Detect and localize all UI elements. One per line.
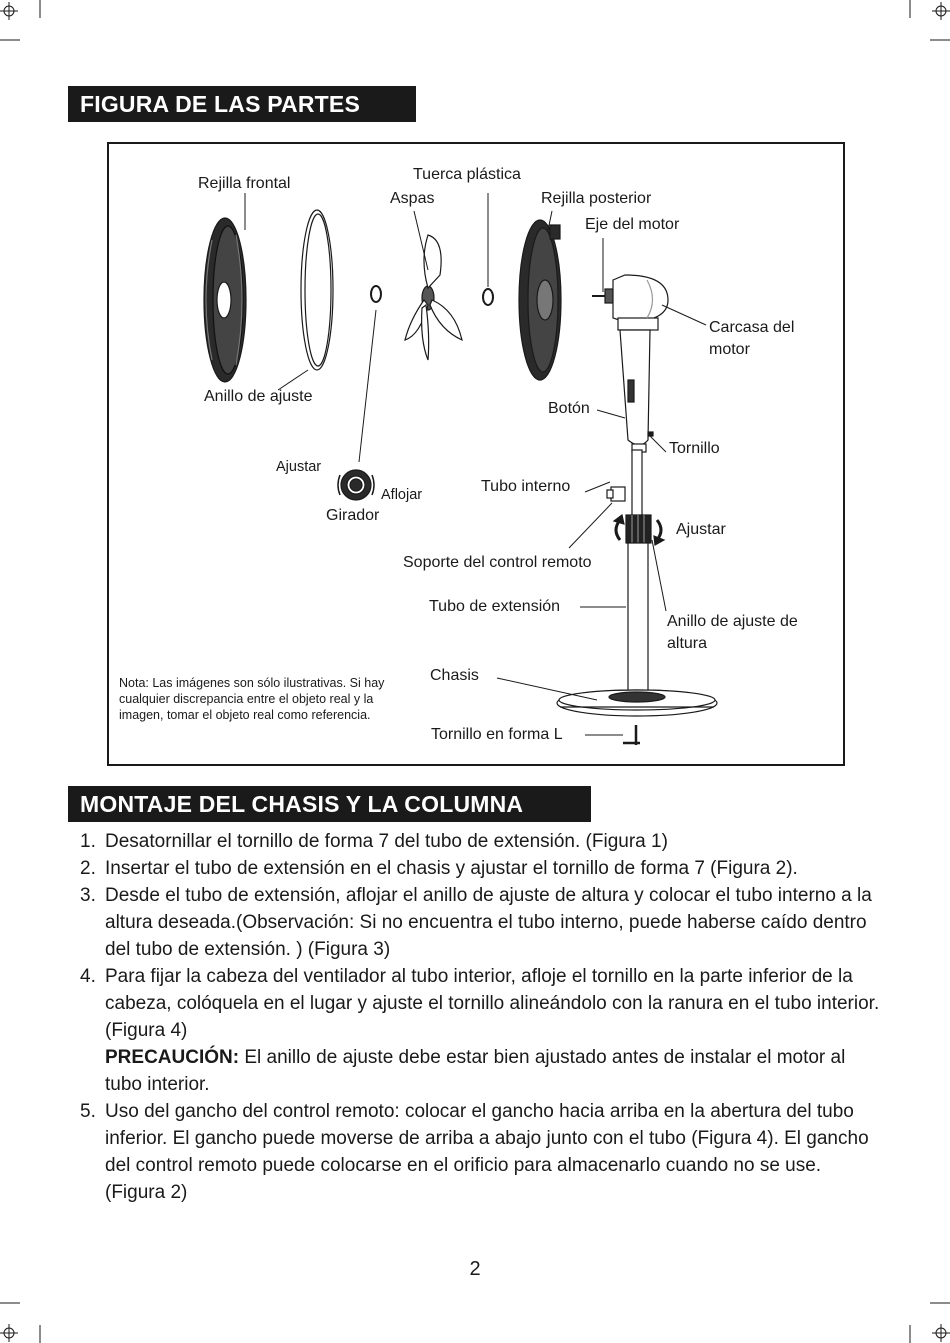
step-text: Desde el tubo de extensión, aflojar el anillo de ajuste de altura y colocar el tubo interno a la altura deseada.(Observación: Si no encuentra el tubo interno, puede haberse caído dentro del tubo de extensión. ) (Figura 3) <box>105 885 872 960</box>
list-item <box>80 828 880 855</box>
blades-drawing <box>405 235 462 360</box>
parts-section-title: FIGURA DE LAS PARTES <box>68 86 416 122</box>
label-motor-shaft: Eje del motor <box>585 216 680 233</box>
remote-holder-drawing <box>607 487 625 501</box>
list-item <box>80 1098 880 1206</box>
label-extension-tube: Tubo de extensión <box>429 598 561 615</box>
assembly-steps-list <box>80 828 880 1206</box>
label-button: Botón <box>548 400 590 417</box>
l-screw-drawing <box>623 725 640 745</box>
label-plastic-nut: Tuerca plástica <box>413 166 521 183</box>
list-item <box>80 855 880 882</box>
spinner-knob-drawing <box>338 470 374 500</box>
step-number: 1. <box>80 831 96 852</box>
list-item <box>80 882 880 963</box>
step-number: 2. <box>80 858 96 879</box>
label-tighten-small: Ajustar <box>276 459 322 475</box>
label-screw: Tornillo <box>669 440 720 457</box>
caution-label: PRECAUCIÓN: <box>105 1047 240 1068</box>
step-number: 5. <box>80 1101 96 1122</box>
label-loosen: Aflojar <box>381 487 423 503</box>
front-grille-drawing <box>204 218 246 382</box>
step-number: 3. <box>80 885 96 906</box>
step-text: Para fijar la cabeza del ventilador al tubo interior, afloje el tornillo en la parte inferior de la cabeza, colóquela en el lugar y ajuste el tornillo alineándolo con la ranura en el tubo interior. (Figura 4) <box>105 966 880 1041</box>
label-front-grille: Rejilla frontal <box>198 175 291 192</box>
column-upper-drawing <box>620 330 653 452</box>
chassis-drawing <box>557 690 717 716</box>
step-number: 4. <box>80 966 96 987</box>
caution-text: El anillo de ajuste debe estar bien ajustado antes de instalar el motor al tubo interior. <box>105 1047 846 1095</box>
figure-note: Nota: Las imágenes son sólo ilustrativas. Si hay cualquier discrepancia entre el objeto real y la imagen, tomar el objeto real como referencia. <box>119 676 385 722</box>
spinner-nut-drawing <box>371 286 381 302</box>
plastic-nut-drawing <box>483 289 493 305</box>
label-blades: Aspas <box>390 190 435 207</box>
adjust-ring-drawing <box>301 210 333 370</box>
step-text: Desatornillar el tornillo de forma 7 del tubo de extensión. (Figura 1) <box>105 831 668 852</box>
page-number: 2 <box>469 1258 481 1280</box>
extension-tube-drawing <box>628 543 648 693</box>
label-remote-holder: Soporte del control remoto <box>403 554 592 571</box>
rear-grille-drawing <box>519 220 561 380</box>
label-motor-housing: Carcasa del motor <box>709 319 795 358</box>
list-item <box>80 963 880 1098</box>
label-tighten: Ajustar <box>676 521 726 538</box>
label-height-ring: Anillo de ajuste de altura <box>667 613 798 652</box>
inner-tube-drawing <box>632 450 642 520</box>
step-text: Insertar el tubo de extensión en el chasis y ajustar el tornillo de forma 7 (Figura 2). <box>105 858 798 879</box>
label-spinner: Girador <box>326 507 380 524</box>
label-rear-grille: Rejilla posterior <box>541 190 652 207</box>
label-l-screw: Tornillo en forma L <box>431 726 563 743</box>
label-chassis: Chasis <box>430 667 479 684</box>
step-text: Uso del gancho del control remoto: colocar el gancho hacia arriba en la abertura del tubo inferior. El gancho puede moverse de arriba a abajo junto con el tubo (Figura 4). El gancho del control remoto puede colocarse en el orificio para almacenarlo cuando no se use. (Figura 2) <box>105 1101 869 1203</box>
assembly-section-title: MONTAJE DEL CHASIS Y LA COLUMNA <box>68 786 591 822</box>
label-inner-tube: Tubo interno <box>481 478 571 495</box>
label-adjust-ring: Anillo de ajuste <box>204 388 313 405</box>
